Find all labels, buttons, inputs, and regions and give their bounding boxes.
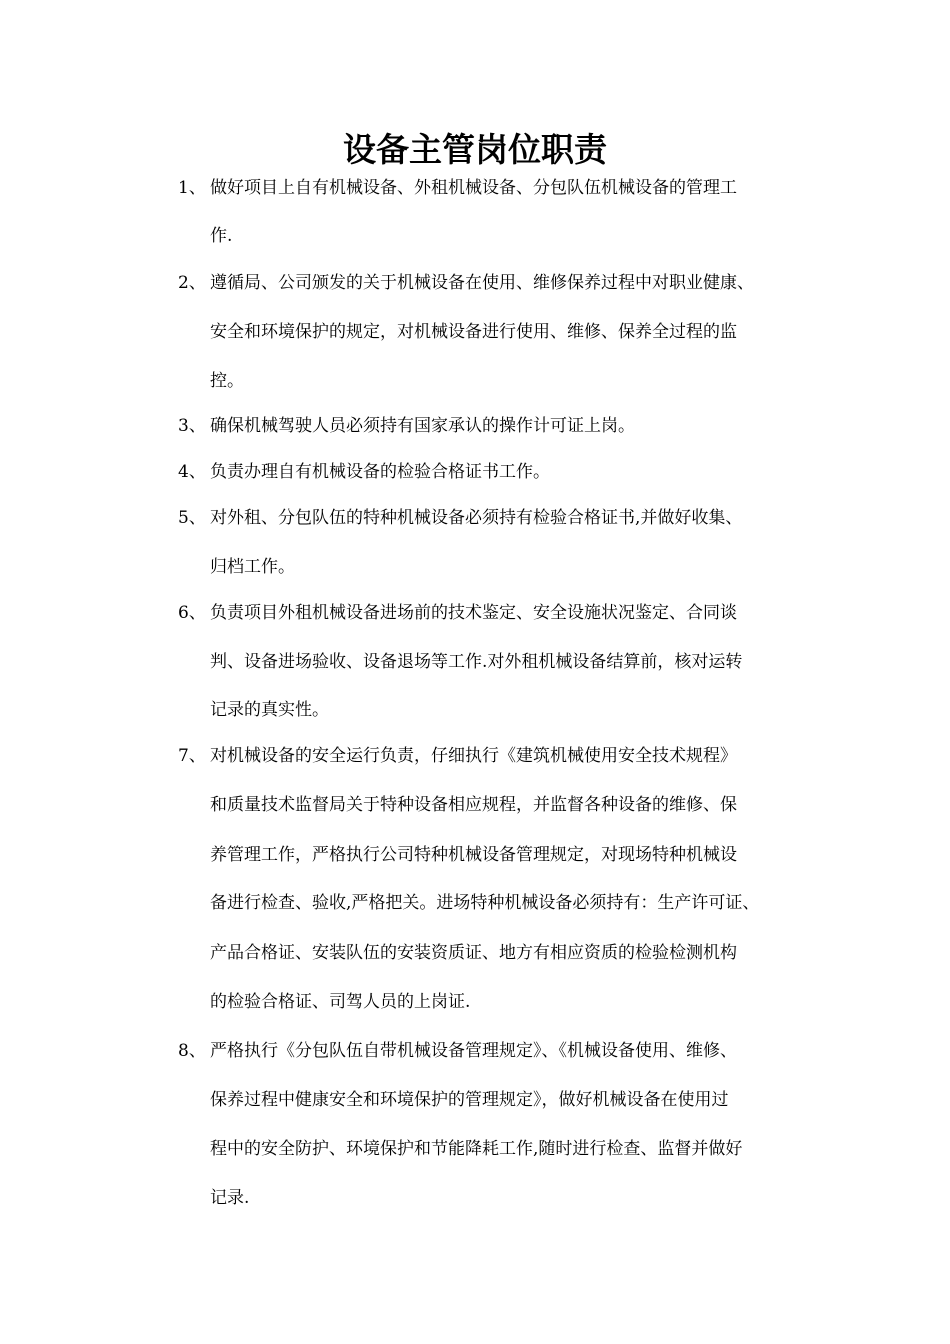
item-number: 8、 [178,1041,206,1061]
item-number: 7、 [178,746,206,766]
item-text-line: 备进行检查、验收,严格把关。进场特种机械设备必须持有：生产许可证、 [210,893,760,913]
item-text-line: 判、设备进场验收、设备退场等工作.对外租机械设备结算前，核对运转 [210,652,743,672]
item-text-line: 记录. [210,1188,250,1208]
item-number: 1、 [178,178,206,198]
item-text-line: 负责办理自有机械设备的检验合格证书工作。 [210,462,550,482]
item-text-line: 保养过程中健康安全和环境保护的管理规定》，做好机械设备在使用过 [210,1090,729,1110]
item-text-line: 严格执行《分包队伍自带机械设备管理规定》、《机械设备使用、维修、 [210,1041,737,1061]
item-text-line: 产品合格证、安装队伍的安装资质证、地方有相应资质的检验检测机构 [210,943,737,963]
item-text-line: 确保机械驾驶人员必须持有国家承认的操作计可证上岗。 [210,416,635,436]
item-number: 4、 [178,462,206,482]
item-text-line: 和质量技术监督局关于特种设备相应规程，并监督各种设备的维修、保 [210,795,737,815]
item-text-line: 作. [210,226,233,246]
item-text-line: 负责项目外租机械设备进场前的技术鉴定、安全设施状况鉴定、合同谈 [210,603,737,623]
item-text-line: 养管理工作，严格执行公司特种机械设备管理规定，对现场特种机械设 [210,845,737,865]
item-text-line: 的检验合格证、司驾人员的上岗证. [210,992,471,1012]
item-text-line: 做好项目上自有机械设备、外租机械设备、分包队伍机械设备的管理工 [210,178,737,198]
item-text-line: 控。 [210,371,244,391]
item-number: 2、 [178,273,206,293]
item-text-line: 安全和环境保护的规定，对机械设备进行使用、维修、保养全过程的监 [210,322,737,342]
item-text-line: 归档工作。 [210,557,295,577]
document-title: 设备主管岗位职责 [343,130,607,169]
item-text-line: 记录的真实性。 [210,700,329,720]
item-number: 5、 [178,508,206,528]
item-number: 6、 [178,603,206,623]
item-text-line: 对机械设备的安全运行负责，仔细执行《建筑机械使用安全技术规程》 [210,746,737,766]
item-text-line: 遵循局、公司颁发的关于机械设备在使用、维修保养过程中对职业健康、 [210,273,754,293]
item-number: 3、 [178,416,206,436]
item-text-line: 程中的安全防护、环境保护和节能降耗工作,随时进行检查、监督并做好 [210,1139,743,1159]
item-text-line: 对外租、分包队伍的特种机械设备必须持有检验合格证书,并做好收集、 [210,508,743,528]
